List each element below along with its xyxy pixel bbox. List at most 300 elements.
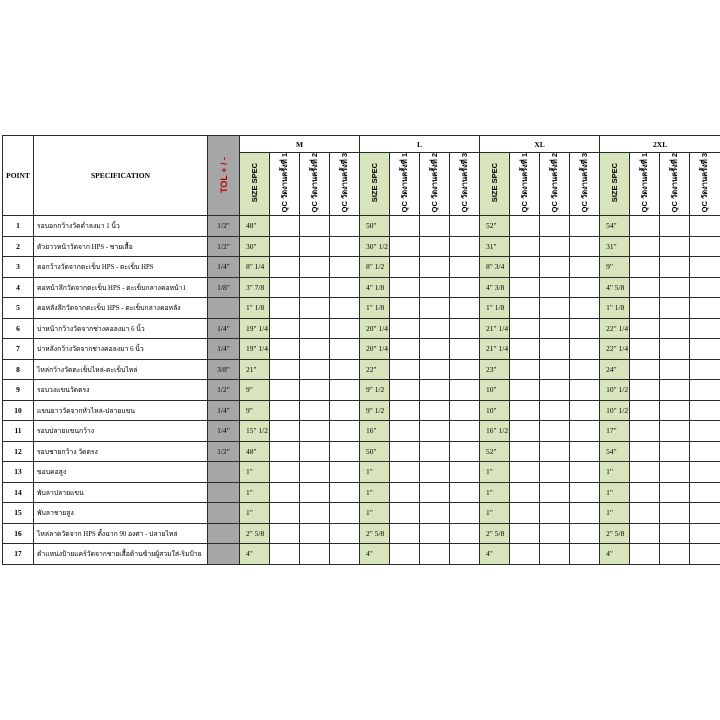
qc-cell — [510, 523, 540, 544]
table-row — [3, 380, 720, 401]
qc-cell — [300, 400, 330, 421]
size-spec-xl: 16" 1/2 — [480, 421, 510, 442]
qc-cell — [390, 339, 420, 360]
qc-cell — [390, 216, 420, 237]
qc-cell — [420, 503, 450, 524]
size-spec-xxl: 54" — [600, 216, 630, 237]
qc-cell — [570, 503, 600, 524]
point-number: 4 — [3, 277, 34, 298]
qc-cell — [330, 462, 360, 483]
size-spec-xxl: 10" 1/2 — [600, 380, 630, 401]
header-qc-1-2 — [510, 153, 540, 216]
qc-cell — [540, 482, 570, 503]
size-spec-xxl: 1" — [600, 503, 630, 524]
tolerance-value — [208, 544, 240, 565]
header-size-spec-label: SIZE SPEC — [370, 163, 380, 203]
qc-cell — [270, 421, 300, 442]
size-spec-xxl: 4" 5/8 — [600, 277, 630, 298]
header-qc-1-3 — [630, 153, 660, 216]
size-spec-xxl: 17" — [600, 421, 630, 442]
qc-cell — [540, 359, 570, 380]
qc-cell — [270, 277, 300, 298]
size-spec-m: 19" 1/4 — [240, 318, 270, 339]
size-spec-xxl: 2" 5/8 — [600, 523, 630, 544]
header-qc-3-label: QC วัดงานครั้งที่ 3 — [579, 153, 589, 213]
qc-cell — [570, 441, 600, 462]
qc-cell — [540, 339, 570, 360]
size-spec-l: 9" 1/2 — [360, 400, 390, 421]
size-spec-xl: 52" — [480, 216, 510, 237]
qc-cell — [630, 236, 660, 257]
qc-cell — [390, 236, 420, 257]
size-spec-l: 20" 1/4 — [360, 318, 390, 339]
qc-cell — [690, 482, 720, 503]
specification-text: บ่าหลังกว้างวัดจากช่างคอลงมา 6 นิ้ว — [34, 339, 208, 360]
size-spec-xxl: 22" 1/4 — [600, 318, 630, 339]
qc-cell — [690, 544, 720, 565]
qc-cell — [570, 277, 600, 298]
qc-cell — [540, 216, 570, 237]
qc-cell — [300, 441, 330, 462]
size-spec-xl: 10" — [480, 380, 510, 401]
qc-cell — [690, 277, 720, 298]
size-spec-l: 1" 1/8 — [360, 298, 390, 319]
qc-cell — [660, 523, 690, 544]
qc-cell — [330, 216, 360, 237]
table-row — [3, 236, 720, 257]
table-row — [3, 503, 720, 524]
qc-cell — [570, 339, 600, 360]
size-spec-l: 1" — [360, 462, 390, 483]
size-spec-m: 3" 7/8 — [240, 277, 270, 298]
tolerance-value — [208, 523, 240, 544]
table-row — [3, 216, 720, 237]
size-spec-xl: 52" — [480, 441, 510, 462]
table-row — [3, 318, 720, 339]
size-spec-m: 1" — [240, 482, 270, 503]
size-spec-m: 15" 1/2 — [240, 421, 270, 442]
header-size-spec-label: SIZE SPEC — [250, 163, 259, 203]
table-row — [3, 462, 720, 483]
qc-cell — [300, 257, 330, 278]
qc-cell — [270, 441, 300, 462]
qc-cell — [510, 462, 540, 483]
qc-cell — [510, 441, 540, 462]
qc-cell — [270, 257, 300, 278]
qc-cell — [330, 544, 360, 565]
header-qc-2-1 — [420, 153, 450, 216]
qc-cell — [390, 318, 420, 339]
specification-text: ขอบคอสูง — [34, 462, 208, 483]
qc-cell — [510, 503, 540, 524]
qc-cell — [690, 318, 720, 339]
qc-cell — [300, 482, 330, 503]
size-spec-m: 8" 1/4 — [240, 257, 270, 278]
tolerance-value: 1/4" — [208, 400, 240, 421]
table-row — [3, 339, 720, 360]
header-qc-3-1 — [450, 153, 480, 216]
qc-cell — [540, 318, 570, 339]
size-spec-m: 1" — [240, 503, 270, 524]
qc-cell — [330, 318, 360, 339]
qc-cell — [630, 462, 660, 483]
size-spec-xxl: 22" 1/4 — [600, 339, 630, 360]
qc-cell — [510, 257, 540, 278]
qc-cell — [270, 236, 300, 257]
qc-cell — [540, 503, 570, 524]
size-spec-xl: 4" 3/8 — [480, 277, 510, 298]
tolerance-value: 1/2" — [208, 236, 240, 257]
qc-cell — [450, 421, 480, 442]
qc-cell — [390, 298, 420, 319]
qc-cell — [510, 236, 540, 257]
qc-cell — [570, 462, 600, 483]
qc-cell — [540, 257, 570, 278]
qc-cell — [540, 523, 570, 544]
qc-cell — [300, 236, 330, 257]
qc-cell — [450, 482, 480, 503]
point-number: 14 — [3, 482, 34, 503]
size-spec-l: 16" — [360, 421, 390, 442]
qc-cell — [420, 544, 450, 565]
qc-cell — [690, 359, 720, 380]
qc-cell — [660, 318, 690, 339]
qc-cell — [510, 339, 540, 360]
qc-cell — [270, 380, 300, 401]
table-row — [3, 441, 720, 462]
size-spec-m: 4" — [240, 544, 270, 565]
qc-cell — [420, 441, 450, 462]
point-number: 6 — [3, 318, 34, 339]
table-row — [3, 359, 720, 380]
header-size-l: L — [360, 136, 480, 153]
qc-cell — [330, 298, 360, 319]
qc-cell — [450, 359, 480, 380]
size-spec-m: 1" — [240, 462, 270, 483]
tolerance-value: 1/4" — [208, 421, 240, 442]
qc-cell — [540, 421, 570, 442]
tolerance-value: 3/8" — [208, 359, 240, 380]
point-number: 9 — [3, 380, 34, 401]
qc-cell — [690, 339, 720, 360]
qc-cell — [630, 482, 660, 503]
qc-cell — [660, 441, 690, 462]
qc-cell — [450, 277, 480, 298]
qc-cell — [330, 400, 360, 421]
qc-cell — [300, 339, 330, 360]
size-spec-xl: 21" 1/4 — [480, 318, 510, 339]
qc-cell — [540, 277, 570, 298]
qc-cell — [660, 482, 690, 503]
qc-cell — [300, 380, 330, 401]
qc-cell — [630, 544, 660, 565]
qc-cell — [450, 523, 480, 544]
qc-cell — [450, 339, 480, 360]
qc-cell — [540, 462, 570, 483]
qc-cell — [390, 359, 420, 380]
qc-cell — [300, 523, 330, 544]
size-spec-xxl: 1" — [600, 482, 630, 503]
size-spec-l: 2" 5/8 — [360, 523, 390, 544]
point-number: 11 — [3, 421, 34, 442]
qc-cell — [660, 359, 690, 380]
size-spec-xxl: 24" — [600, 359, 630, 380]
header-qc-3-2 — [570, 153, 600, 216]
table-row — [3, 400, 720, 421]
qc-cell — [420, 359, 450, 380]
size-spec-xl: 1" — [480, 503, 510, 524]
header-size-spec-0 — [240, 153, 270, 216]
qc-cell — [510, 400, 540, 421]
qc-cell — [570, 400, 600, 421]
size-spec-l: 9" 1/2 — [360, 380, 390, 401]
qc-cell — [300, 298, 330, 319]
qc-cell — [510, 298, 540, 319]
qc-cell — [330, 503, 360, 524]
qc-cell — [420, 462, 450, 483]
qc-cell — [630, 441, 660, 462]
qc-cell — [300, 544, 330, 565]
qc-cell — [330, 277, 360, 298]
header-qc-2-label: QC วัดงานครั้งที่ 2 — [549, 153, 559, 213]
specification-text: ตัวยาวหน้าวัดจาก HPS - ชายเสื้อ — [34, 236, 208, 257]
specification-text: แขนยาววัดจากหัวไหล่-ปลายแขน — [34, 400, 208, 421]
qc-cell — [300, 216, 330, 237]
qc-cell — [510, 277, 540, 298]
qc-cell — [390, 277, 420, 298]
qc-cell — [270, 339, 300, 360]
header-qc-3-0 — [330, 153, 360, 216]
size-spec-xxl: 1" 1/8 — [600, 298, 630, 319]
qc-cell — [390, 400, 420, 421]
size-spec-l: 8" 1/2 — [360, 257, 390, 278]
table-row — [3, 523, 720, 544]
qc-cell — [510, 380, 540, 401]
qc-cell — [450, 257, 480, 278]
point-number: 10 — [3, 400, 34, 421]
size-spec-l: 4" 1/8 — [360, 277, 390, 298]
qc-cell — [270, 544, 300, 565]
header-qc-1-label: QC วัดงานครั้งที่ 1 — [639, 153, 649, 213]
spec-table — [2, 135, 720, 565]
qc-cell — [330, 523, 360, 544]
qc-cell — [420, 482, 450, 503]
qc-cell — [540, 236, 570, 257]
qc-cell — [630, 523, 660, 544]
qc-cell — [390, 544, 420, 565]
qc-cell — [690, 421, 720, 442]
qc-cell — [450, 380, 480, 401]
qc-cell — [270, 400, 300, 421]
qc-cell — [630, 359, 660, 380]
size-spec-l: 1" — [360, 503, 390, 524]
qc-cell — [690, 380, 720, 401]
qc-cell — [630, 318, 660, 339]
size-spec-xxl: 4" — [600, 544, 630, 565]
tolerance-value: 1/8" — [208, 277, 240, 298]
qc-cell — [660, 503, 690, 524]
header-size-spec-1 — [360, 153, 390, 216]
qc-cell — [300, 359, 330, 380]
qc-cell — [690, 523, 720, 544]
table-row — [3, 257, 720, 278]
header-qc-1-0 — [270, 153, 300, 216]
point-number: 7 — [3, 339, 34, 360]
qc-cell — [660, 462, 690, 483]
qc-cell — [420, 523, 450, 544]
qc-cell — [450, 318, 480, 339]
qc-cell — [660, 421, 690, 442]
header-qc-1-label: QC วัดงานครั้งที่ 1 — [279, 153, 289, 213]
header-qc-3-label: QC วัดงานครั้งที่ 3 — [339, 153, 349, 213]
header-size-spec-label: SIZE SPEC — [610, 163, 620, 203]
qc-cell — [330, 421, 360, 442]
qc-cell — [420, 318, 450, 339]
qc-cell — [540, 298, 570, 319]
specification-text: ไหล่กว้างวัดตะเข็บไหล่-ตะเข็บไหล่ — [34, 359, 208, 380]
qc-cell — [270, 298, 300, 319]
qc-cell — [450, 400, 480, 421]
size-spec-l: 20" 1/4 — [360, 339, 390, 360]
point-number: 8 — [3, 359, 34, 380]
qc-cell — [300, 318, 330, 339]
size-spec-l: 30" 1/2 — [360, 236, 390, 257]
qc-cell — [690, 503, 720, 524]
header-qc-2-label: QC วัดงานครั้งที่ 2 — [669, 153, 679, 213]
table-row — [3, 482, 720, 503]
size-spec-m: 1" 1/8 — [240, 298, 270, 319]
qc-cell — [450, 236, 480, 257]
tolerance-value — [208, 503, 240, 524]
point-number: 13 — [3, 462, 34, 483]
size-spec-m: 2" 5/8 — [240, 523, 270, 544]
qc-cell — [630, 400, 660, 421]
qc-cell — [300, 277, 330, 298]
qc-cell — [450, 544, 480, 565]
qc-cell — [690, 216, 720, 237]
qc-cell — [330, 359, 360, 380]
header-qc-2-3 — [660, 153, 690, 216]
qc-cell — [510, 544, 540, 565]
size-spec-l: 4" — [360, 544, 390, 565]
table-row — [3, 421, 720, 442]
tolerance-value — [208, 298, 240, 319]
qc-cell — [630, 257, 660, 278]
qc-cell — [630, 216, 660, 237]
qc-cell — [630, 277, 660, 298]
specification-text: รอบวงแขนวัดตรง — [34, 380, 208, 401]
size-spec-xl: 8" 3/4 — [480, 257, 510, 278]
size-spec-m: 48" — [240, 216, 270, 237]
qc-cell — [330, 380, 360, 401]
qc-cell — [420, 400, 450, 421]
qc-cell — [270, 523, 300, 544]
table-row — [3, 277, 720, 298]
qc-cell — [510, 318, 540, 339]
qc-cell — [660, 380, 690, 401]
header-qc-3-3 — [690, 153, 720, 216]
tolerance-value — [208, 462, 240, 483]
tolerance-value — [208, 482, 240, 503]
qc-cell — [630, 421, 660, 442]
tolerance-value: 1/4" — [208, 339, 240, 360]
size-spec-m: 21" — [240, 359, 270, 380]
specification-text: บ่าหน้ากว้างวัดจากช่างคอลงมา 6 นิ้ว — [34, 318, 208, 339]
tolerance-value: 1/2" — [208, 216, 240, 237]
header-point: POINT — [3, 136, 34, 216]
qc-cell — [690, 298, 720, 319]
qc-cell — [660, 277, 690, 298]
specification-text: รอบปลายแขนกว้าง — [34, 421, 208, 442]
qc-cell — [510, 482, 540, 503]
specification-text: รอบชายกว้าง วัดตรง — [34, 441, 208, 462]
qc-cell — [300, 421, 330, 442]
qc-cell — [450, 216, 480, 237]
qc-cell — [390, 503, 420, 524]
tolerance-value: 1/4" — [208, 257, 240, 278]
qc-cell — [660, 298, 690, 319]
qc-cell — [570, 298, 600, 319]
qc-cell — [660, 339, 690, 360]
qc-cell — [420, 380, 450, 401]
qc-cell — [390, 462, 420, 483]
qc-cell — [270, 462, 300, 483]
qc-cell — [450, 441, 480, 462]
specification-text: คอหน้าลึกวัดจากตะเข็บ HPS - ตะเข็บกลางคอหน้า1 — [34, 277, 208, 298]
qc-cell — [510, 421, 540, 442]
header-tol-label: TOL + / - — [218, 156, 229, 193]
qc-cell — [570, 257, 600, 278]
size-spec-xxl: 54" — [600, 441, 630, 462]
header-qc-2-0 — [300, 153, 330, 216]
qc-cell — [630, 298, 660, 319]
size-spec-l: 22" — [360, 359, 390, 380]
header-qc-3-label: QC วัดงานครั้งที่ 3 — [459, 153, 469, 213]
qc-cell — [330, 339, 360, 360]
qc-cell — [570, 318, 600, 339]
size-spec-l: 1" — [360, 482, 390, 503]
qc-cell — [540, 544, 570, 565]
size-spec-xl: 23" — [480, 359, 510, 380]
qc-cell — [690, 236, 720, 257]
qc-cell — [570, 236, 600, 257]
qc-cell — [390, 482, 420, 503]
size-spec-m: 30" — [240, 236, 270, 257]
specification-text: ไหล่ลาดวัดจาก HPS ตั้งฉาก 90 องศา - ปลายไหล่ — [34, 523, 208, 544]
size-spec-xl: 10" — [480, 400, 510, 421]
size-spec-xl: 2" 5/8 — [480, 523, 510, 544]
qc-cell — [270, 482, 300, 503]
point-number: 3 — [3, 257, 34, 278]
qc-cell — [570, 544, 600, 565]
header-qc-3-label: QC วัดงานครั้งที่ 3 — [700, 153, 710, 213]
point-number: 15 — [3, 503, 34, 524]
qc-cell — [660, 400, 690, 421]
qc-cell — [540, 441, 570, 462]
qc-cell — [570, 359, 600, 380]
qc-cell — [330, 257, 360, 278]
header-tol — [208, 136, 240, 216]
qc-cell — [690, 257, 720, 278]
size-spec-xxl: 31" — [600, 236, 630, 257]
specification-text: พับลาปลายแขน — [34, 482, 208, 503]
table-row — [3, 544, 720, 565]
qc-cell — [270, 318, 300, 339]
qc-cell — [630, 339, 660, 360]
size-spec-xxl: 9" — [600, 257, 630, 278]
specification-text: รอบอกกว้างวัดต่ำลงมา 1 นิ้ว — [34, 216, 208, 237]
point-number: 5 — [3, 298, 34, 319]
